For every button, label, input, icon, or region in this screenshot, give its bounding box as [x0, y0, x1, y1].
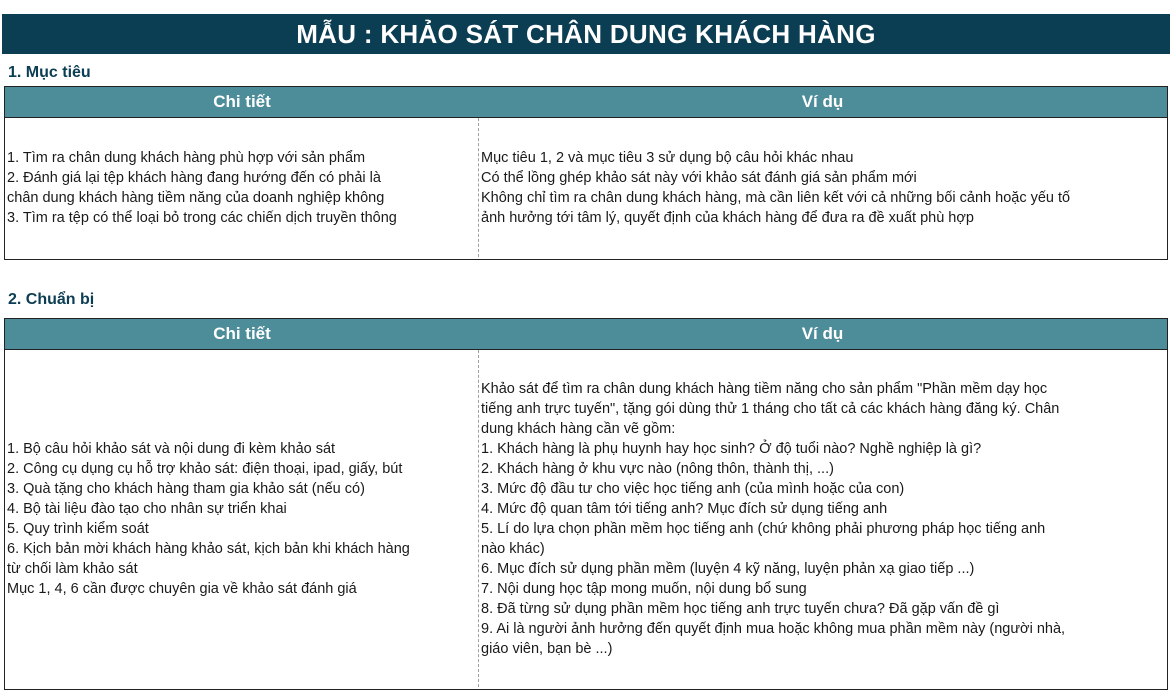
example-line: Mục tiêu 1, 2 và mục tiêu 3 sử dụng bộ câu hỏi khác nhau: [481, 149, 854, 166]
example-line: 3. Mức độ đầu tư cho việc học tiếng anh (của mình hoặc của con): [481, 480, 905, 497]
example-cell: [479, 118, 1166, 257]
example-line: 8. Đã từng sử dụng phần mềm học tiếng anh trực tuyến chưa? Đã gặp vấn đề gì: [481, 600, 1000, 617]
section-2-title: 2. Chuẩn bị: [8, 291, 95, 308]
example-line: 5. Lí do lựa chọn phần mềm học tiếng anh (chứ không phải phương pháp học tiếng anh: [481, 520, 1046, 537]
detail-line: 6. Kịch bản mời khách hàng khảo sát, kịch bản khi khách hàng: [7, 540, 410, 557]
example-cell: [479, 350, 1166, 687]
detail-line: từ chối làm khảo sát: [7, 560, 138, 577]
table-body: [5, 117, 1167, 257]
column-header-detail: Chi tiết: [213, 92, 271, 111]
example-line: giáo viên, bạn bè ...): [481, 640, 613, 657]
section-1-title: 1. Mục tiêu: [8, 64, 91, 81]
column-header-detail: Chi tiết: [213, 324, 271, 343]
example-line: 4. Mức độ quan tâm tới tiếng anh? Mục đích sử dụng tiếng anh: [481, 500, 888, 517]
detail-line: 3. Tìm ra tệp có thể loại bỏ trong các chiến dịch truyền thông: [7, 209, 397, 226]
detail-line: 1. Tìm ra chân dung khách hàng phù hợp với sản phẩm: [7, 149, 366, 166]
detail-line: 3. Quà tặng cho khách hàng tham gia khảo sát (nếu có): [7, 480, 365, 497]
section-1-table: [4, 86, 1168, 260]
detail-line: 2. Đánh giá lại tệp khách hàng đang hướng đến có phải là: [7, 169, 381, 186]
column-header-example: Ví dụ: [801, 92, 844, 111]
example-line: 9. Ai là người ảnh hưởng đến quyết định mua hoặc không mua phần mềm này (người nhà,: [481, 620, 1066, 637]
page-title: MẪU : KHẢO SÁT CHÂN DUNG KHÁCH HÀNG: [2, 14, 1170, 54]
detail-cell: [5, 118, 479, 257]
detail-line: chân dung khách hàng tiềm năng của doanh nghiệp không: [7, 189, 385, 206]
column-header-example: Ví dụ: [801, 324, 844, 343]
example-line: 7. Nội dung học tập mong muốn, nội dung bổ sung: [481, 580, 807, 597]
example-line: Khảo sát để tìm ra chân dung khách hàng tiềm năng cho sản phẩm "Phần mềm dạy học: [481, 380, 1048, 397]
detail-cell: [5, 350, 479, 687]
example-line: Có thể lồng ghép khảo sát này với khảo sát đánh giá sản phẩm mới: [481, 169, 917, 186]
example-line: 2. Khách hàng ở khu vực nào (nông thôn, thành thị, ...): [481, 460, 834, 477]
example-line: ảnh hưởng tới tâm lý, quyết định của khách hàng để đưa ra đề xuất phù hợp: [481, 209, 974, 226]
detail-line: 5. Quy trình kiểm soát: [7, 520, 149, 537]
detail-line: 4. Bộ tài liệu đào tạo cho nhân sự triển khai: [7, 500, 287, 517]
detail-line: 1. Bộ câu hỏi khảo sát và nội dung đi kèm khảo sát: [7, 440, 336, 457]
example-line: dung khách hàng cần vẽ gồm:: [481, 420, 676, 437]
section-2-table: [4, 318, 1168, 690]
table-header: [5, 319, 1167, 349]
detail-line: 2. Công cụ dụng cụ hỗ trợ khảo sát: điện thoại, ipad, giấy, bút: [7, 460, 403, 477]
table-header: [5, 87, 1167, 117]
example-line: 1. Khách hàng là phụ huynh hay học sinh? Ở độ tuổi nào? Nghề nghiệp là gì?: [481, 440, 982, 457]
example-line: 6. Mục đích sử dụng phần mềm (luyện 4 kỹ năng, luyện phản xạ giao tiếp ...): [481, 560, 975, 577]
example-line: tiếng anh trực tuyến", tặng gói dùng thử 1 tháng cho tất cả các khách hàng đăng ký. Chân: [481, 400, 1060, 417]
example-line: Không chỉ tìm ra chân dung khách hàng, mà cần liên kết với cả những bối cảnh hoặc yếu tố: [481, 189, 1071, 206]
table-body: [5, 349, 1167, 687]
detail-line: Mục 1, 4, 6 cần được chuyên gia về khảo sát đánh giá: [7, 580, 357, 597]
example-line: nào khác): [481, 540, 545, 557]
